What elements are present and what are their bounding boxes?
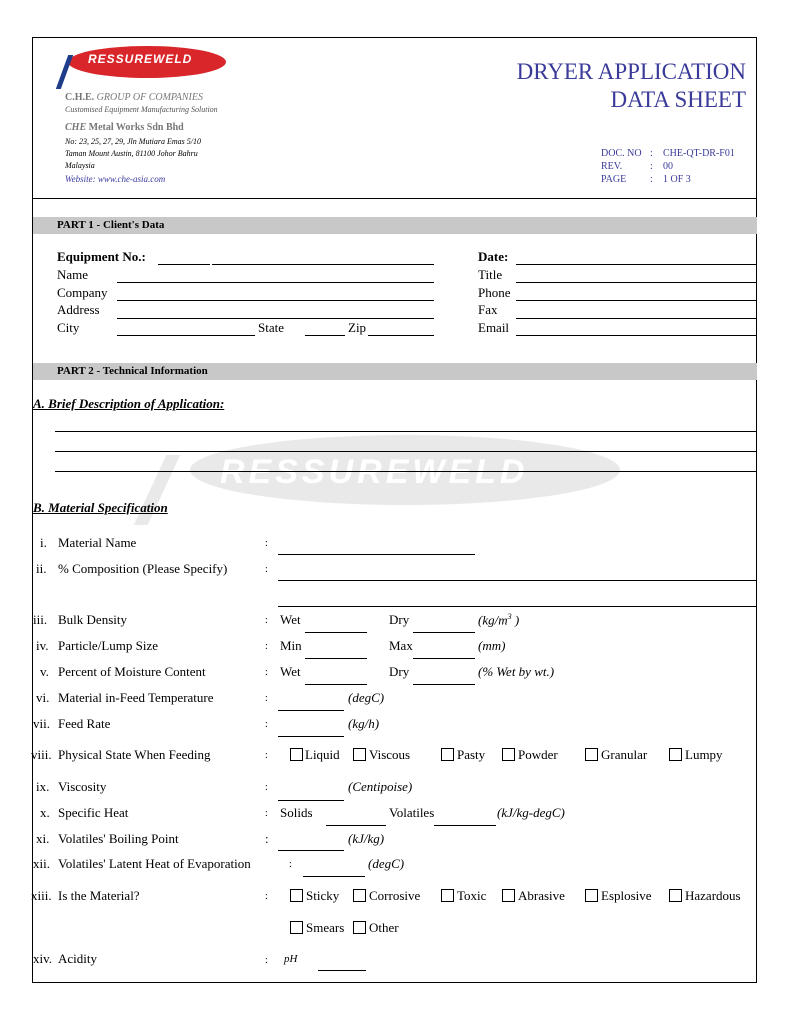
email-field[interactable] <box>516 335 756 336</box>
tagline: Customised Equipment Manufacturing Solution <box>65 105 218 114</box>
specific-heat-label: Specific Heat <box>58 805 129 820</box>
item-ix-num: ix. <box>36 779 50 794</box>
item-viii-num: viii. <box>31 747 52 762</box>
item-i-num: i. <box>40 535 47 550</box>
particle-max-field[interactable] <box>413 658 475 659</box>
composition-field-1[interactable] <box>278 580 756 581</box>
description-line-3[interactable] <box>55 471 756 472</box>
header-divider <box>33 198 757 199</box>
powder-checkbox[interactable] <box>502 748 515 761</box>
corrosive-checkbox[interactable] <box>353 889 366 902</box>
specific-heat-volatiles-label: Volatiles <box>389 805 435 820</box>
city-label: City <box>57 320 80 335</box>
specific-heat-volatiles-field[interactable] <box>434 825 496 826</box>
equipment-no-label: Equipment No.: <box>57 249 146 264</box>
colon: : <box>265 782 268 793</box>
item-xiv-num: xiv. <box>33 951 53 966</box>
title-label: Title <box>478 267 503 282</box>
smears-checkbox[interactable] <box>290 921 303 934</box>
date-label: Date: <box>478 249 509 264</box>
bulk-density-wet-field[interactable] <box>305 632 367 633</box>
item-x-num: x. <box>40 805 50 820</box>
colon: : <box>265 693 268 704</box>
page-value: 1 OF 3 <box>663 174 691 185</box>
esplosive-checkbox[interactable] <box>585 889 598 902</box>
colon: : <box>265 667 268 678</box>
fax-label: Fax <box>478 302 498 317</box>
equipment-no-field-b[interactable] <box>212 264 434 265</box>
infeed-temp-label: Material in-Feed Temperature <box>58 690 214 705</box>
feed-rate-field[interactable] <box>278 736 344 737</box>
unit-text: (kg/m <box>478 612 508 628</box>
moisture-unit: (% Wet by wt.) <box>478 664 555 679</box>
esplosive-option-label: Esplosive <box>601 888 652 903</box>
pasty-checkbox[interactable] <box>441 748 454 761</box>
other-checkbox[interactable] <box>353 921 366 934</box>
item-iv-num: iv. <box>36 638 49 653</box>
sticky-checkbox[interactable] <box>290 889 303 902</box>
liquid-checkbox[interactable] <box>290 748 303 761</box>
particle-min-field[interactable] <box>305 658 367 659</box>
moisture-label: Percent of Moisture Content <box>58 664 206 679</box>
part1-heading-band <box>33 217 757 234</box>
state-field[interactable] <box>305 335 345 336</box>
date-field[interactable] <box>516 264 756 265</box>
particle-max-label: Max <box>389 638 413 653</box>
moisture-dry-label: Dry <box>389 664 410 679</box>
fax-field[interactable] <box>516 318 756 319</box>
material-property-label: Is the Material? <box>58 888 140 903</box>
unit-end: ) <box>511 612 520 628</box>
viscous-option-label: Viscous <box>369 747 411 762</box>
latent-heat-field[interactable] <box>303 876 365 877</box>
section-a-heading: A. Brief Description of Application: <box>33 396 225 411</box>
bulk-density-dry-field[interactable] <box>413 632 475 633</box>
colon: : <box>265 564 268 575</box>
doc-no-value: CHE-QT-DR-F01 <box>663 148 735 159</box>
colon: : <box>265 831 269 846</box>
page-sep: : <box>650 174 653 185</box>
viscosity-unit: (Centipoise) <box>348 779 413 794</box>
description-line-2[interactable] <box>55 451 756 452</box>
address-line-2: Taman Mount Austin, 81100 Johor Bahru <box>65 149 198 158</box>
bulk-density-label: Bulk Density <box>58 612 127 627</box>
page-label: PAGE <box>601 174 627 185</box>
specific-heat-unit: (kJ/kg-degC) <box>497 805 565 820</box>
toxic-option-label: Toxic <box>457 888 487 903</box>
colon: : <box>265 750 268 761</box>
rev-label: REV. <box>601 161 623 172</box>
phone-label: Phone <box>478 285 511 300</box>
sticky-option-label: Sticky <box>306 888 340 903</box>
item-vi-num: vi. <box>36 690 50 705</box>
powder-option-label: Powder <box>518 747 558 762</box>
colon: : <box>289 859 292 870</box>
group-abbrev: C.H.E. <box>65 92 95 103</box>
email-label: Email <box>478 320 510 335</box>
city-field[interactable] <box>117 335 255 336</box>
abrasive-option-label: Abrasive <box>518 888 565 903</box>
particle-size-label: Particle/Lump Size <box>58 638 159 653</box>
bulk-density-wet-label: Wet <box>280 612 301 627</box>
liquid-option-label: Liquid <box>305 747 340 762</box>
colon: : <box>265 955 268 966</box>
feed-rate-unit: (kg/h) <box>348 716 380 731</box>
zip-field[interactable] <box>368 335 434 336</box>
colon: : <box>265 891 268 902</box>
title-field[interactable] <box>516 282 756 283</box>
part2-heading: PART 2 - Technical Information <box>57 365 208 377</box>
hazardous-checkbox[interactable] <box>669 889 682 902</box>
address-field[interactable] <box>117 318 434 319</box>
address-line-3: Malaysia <box>65 161 95 170</box>
latent-heat-unit: (degC) <box>368 856 405 871</box>
particle-size-unit: (mm) <box>478 638 506 653</box>
smears-option-label: Smears <box>306 920 345 935</box>
lumpy-checkbox[interactable] <box>669 748 682 761</box>
colon: : <box>265 719 268 730</box>
infeed-temp-unit: (degC) <box>348 690 385 705</box>
viscosity-label: Viscosity <box>58 779 107 794</box>
logo-text: RESSUREWELD <box>88 52 193 66</box>
item-ii-num: ii. <box>36 561 47 576</box>
company-name-row <box>65 122 184 133</box>
address-label: Address <box>57 302 100 317</box>
item-xii-num: xii. <box>33 856 50 871</box>
boiling-point-unit: (kJ/kg) <box>348 831 385 846</box>
toxic-checkbox[interactable] <box>441 889 454 902</box>
specific-heat-solids-field[interactable] <box>326 825 386 826</box>
watermark-text: RESSUREWELD <box>220 453 529 491</box>
infeed-temp-field[interactable] <box>278 710 344 711</box>
part2-heading-band <box>33 363 757 380</box>
moisture-wet-label: Wet <box>280 664 301 679</box>
particle-min-label: Min <box>280 638 302 653</box>
granular-option-label: Granular <box>601 747 648 762</box>
colon: : <box>265 615 268 626</box>
company-field[interactable] <box>117 300 434 301</box>
address-line-1: No: 23, 25, 27, 29, Jln Mutiara Emas 5/10 <box>65 137 201 146</box>
bulk-density-unit <box>478 612 519 628</box>
colon: : <box>265 538 268 549</box>
rev-sep: : <box>650 161 653 172</box>
company-label: Company <box>57 285 108 300</box>
latent-heat-label: Volatiles' Latent Heat of Evaporation <box>58 856 251 871</box>
zip-label: Zip <box>348 320 367 335</box>
state-label: State <box>258 320 284 335</box>
watermark-logo <box>150 425 620 525</box>
item-v-num: v. <box>40 664 49 679</box>
item-iii-num: iii. <box>33 612 48 627</box>
colon: : <box>265 808 268 819</box>
description-line-1[interactable] <box>55 431 756 432</box>
rev-value: 00 <box>663 161 673 172</box>
doc-no-sep: : <box>650 148 653 159</box>
feed-rate-label: Feed Rate <box>58 716 111 731</box>
acidity-field[interactable] <box>318 970 366 971</box>
name-field[interactable] <box>117 282 434 283</box>
item-xiii-num: xiii. <box>31 888 52 903</box>
group-name <box>65 92 203 103</box>
item-vii-num: vii. <box>33 716 50 731</box>
boiling-point-field[interactable] <box>278 850 344 851</box>
moisture-wet-field[interactable] <box>305 684 367 685</box>
unit-sup: 3 <box>507 612 512 621</box>
material-name-field[interactable] <box>278 554 475 555</box>
other-option-label: Other <box>369 920 399 935</box>
acidity-unit: pH <box>284 953 298 965</box>
company-name: Metal Works Sdn Bhd <box>88 122 184 133</box>
phone-field[interactable] <box>516 300 756 301</box>
document-title-line-2: DATA SHEET <box>610 87 746 112</box>
pasty-option-label: Pasty <box>457 747 486 762</box>
doc-no-label: DOC. NO <box>601 148 642 159</box>
website-link[interactable]: Website: www.che-asia.com <box>65 174 166 184</box>
specific-heat-solids-label: Solids <box>280 805 313 820</box>
item-xi-num: xi. <box>36 831 50 846</box>
section-b-heading: B. Material Specification <box>33 500 168 515</box>
granular-checkbox[interactable] <box>585 748 598 761</box>
physical-state-label: Physical State When Feeding <box>58 747 211 762</box>
hazardous-option-label: Hazardous <box>685 888 741 903</box>
colon: : <box>265 641 268 652</box>
material-name-label: Material Name <box>58 535 137 550</box>
lumpy-option-label: Lumpy <box>685 747 723 762</box>
viscous-checkbox[interactable] <box>353 748 366 761</box>
viscosity-field[interactable] <box>278 800 344 801</box>
document-title-line-1: DRYER APPLICATION <box>516 59 746 84</box>
acidity-label: Acidity <box>58 951 97 966</box>
boiling-point-label: Volatiles' Boiling Point <box>58 831 179 846</box>
equipment-no-field-a[interactable] <box>158 264 210 265</box>
name-label: Name <box>57 267 89 282</box>
composition-label: % Composition (Please Specify) <box>58 561 228 576</box>
abrasive-checkbox[interactable] <box>502 889 515 902</box>
composition-field-2[interactable] <box>278 606 756 607</box>
group-suffix: GROUP OF COMPANIES <box>96 92 203 103</box>
bulk-density-dry-label: Dry <box>389 612 410 627</box>
part1-heading: PART 1 - Client's Data <box>57 219 165 231</box>
corrosive-option-label: Corrosive <box>369 888 421 903</box>
moisture-dry-field[interactable] <box>413 684 475 685</box>
company-prefix: CHE <box>65 122 87 133</box>
